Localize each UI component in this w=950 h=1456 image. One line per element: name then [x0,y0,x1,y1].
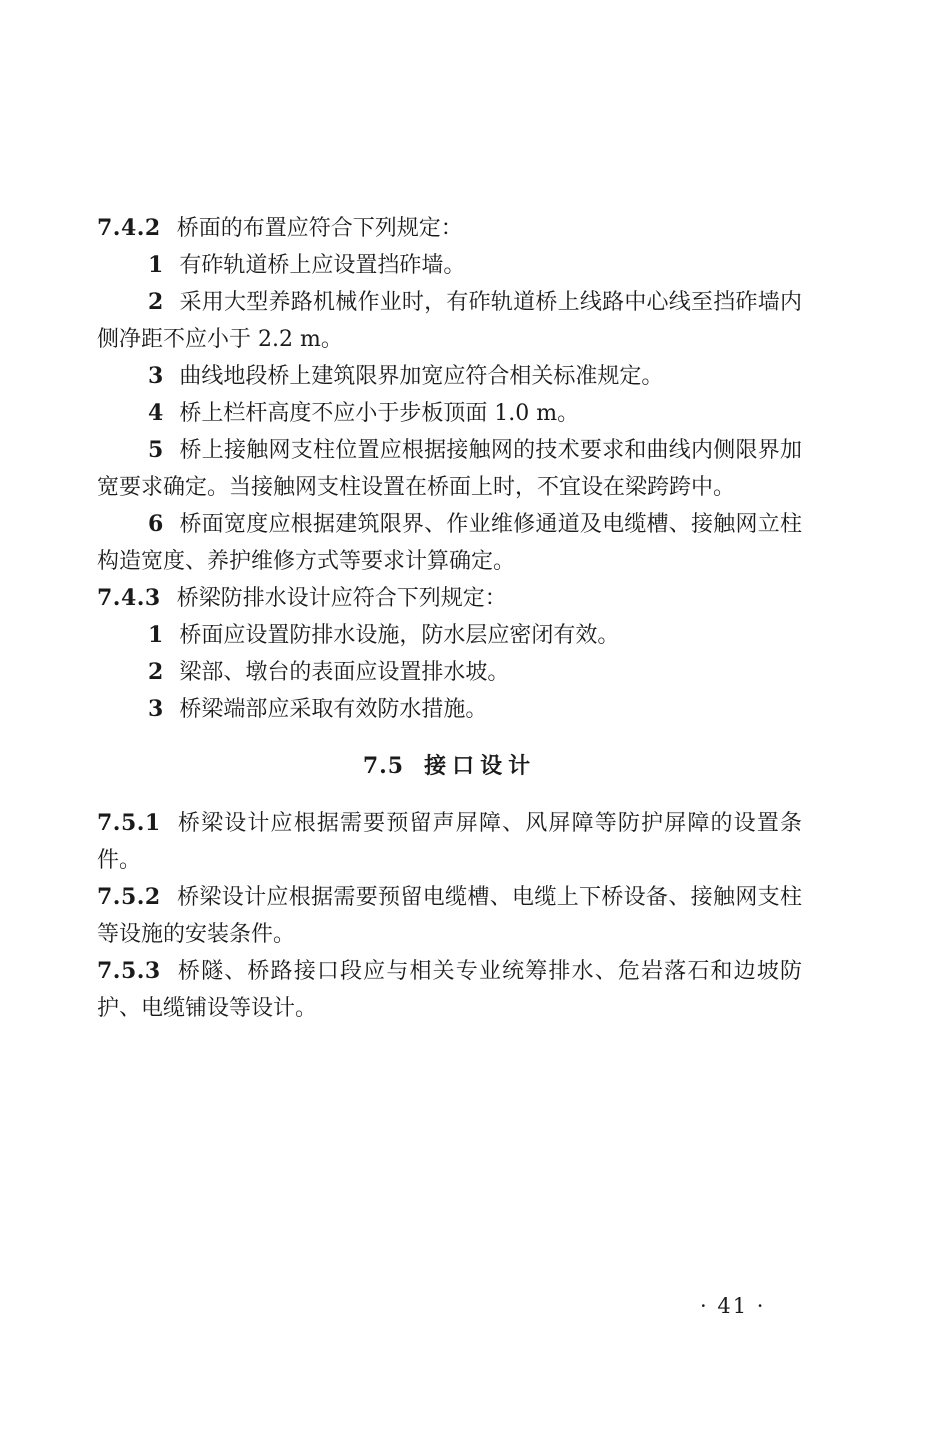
item-number: 2 [148,659,164,685]
item-text: 曲线地段桥上建筑限界加宽应符合相关标准规定。 [179,364,664,389]
list-item [97,506,802,580]
section-number: 7.5 [362,753,405,779]
clause-7-5-2 [97,879,802,953]
item-number: 2 [148,289,164,315]
clause-number: 7.4.3 [97,585,161,611]
clause-text: 桥梁设计应根据需要预留电缆槽、电缆上下桥设备、接触网支柱等设施的安装条件。 [97,885,802,947]
item-text: 采用大型养路机械作业时，有砟轨道桥上线路中心线至挡砟墙内侧净距不应小于 2.2 m。 [97,290,802,352]
page-content [97,210,802,1027]
item-number: 3 [148,363,164,389]
clause-7-5-3 [97,953,802,1027]
item-text: 桥面宽度应根据建筑限界、作业维修通道及电缆槽、接触网立柱构造宽度、养护维修方式等要求计算确定。 [97,512,802,574]
section-title-text: 接口设计 [424,753,537,779]
item-text: 梁部、墩台的表面应设置排水坡。 [179,660,510,685]
list-item [97,691,802,728]
clause-number: 7.5.2 [97,884,161,910]
item-number: 4 [148,400,164,426]
clause-number: 7.5.1 [97,810,161,836]
item-number: 1 [148,252,164,278]
clause-text: 桥梁防排水设计应符合下列规定： [176,586,507,611]
clause-text: 桥面的布置应符合下列规定： [176,216,463,241]
item-text: 桥上栏杆高度不应小于步板顶面 1.0 m。 [179,401,580,426]
clause-text: 桥隧、桥路接口段应与相关专业统筹排水、危岩落石和边坡防护、电缆铺设等设计。 [97,959,802,1021]
item-text: 桥上接触网支柱位置应根据接触网的技术要求和曲线内侧限界加宽要求确定。当接触网支柱设置在桥面上时，不宜设在梁跨跨中。 [97,438,802,500]
item-text: 有砟轨道桥上应设置挡砟墙。 [179,253,466,278]
clause-text: 桥梁设计应根据需要预留声屏障、风屏障等防护屏障的设置条件。 [97,811,802,873]
list-item [97,247,802,284]
item-number: 5 [148,437,164,463]
clause-7-4-3 [97,580,802,617]
list-item [97,617,802,654]
item-number: 1 [148,622,164,648]
item-text: 桥梁端部应采取有效防水措施。 [179,697,488,722]
clause-number: 7.4.2 [97,215,161,241]
list-item [97,395,802,432]
list-item [97,432,802,506]
section-heading [97,748,802,785]
clause-7-5-1 [97,805,802,879]
list-item [97,654,802,691]
clause-number: 7.5.3 [97,958,161,984]
item-number: 6 [148,511,164,537]
item-text: 桥面应设置防排水设施，防水层应密闭有效。 [179,623,620,648]
clause-7-4-2 [97,210,802,247]
page-number: · 41 · [700,1294,766,1318]
item-number: 3 [148,696,164,722]
list-item [97,358,802,395]
list-item [97,284,802,358]
